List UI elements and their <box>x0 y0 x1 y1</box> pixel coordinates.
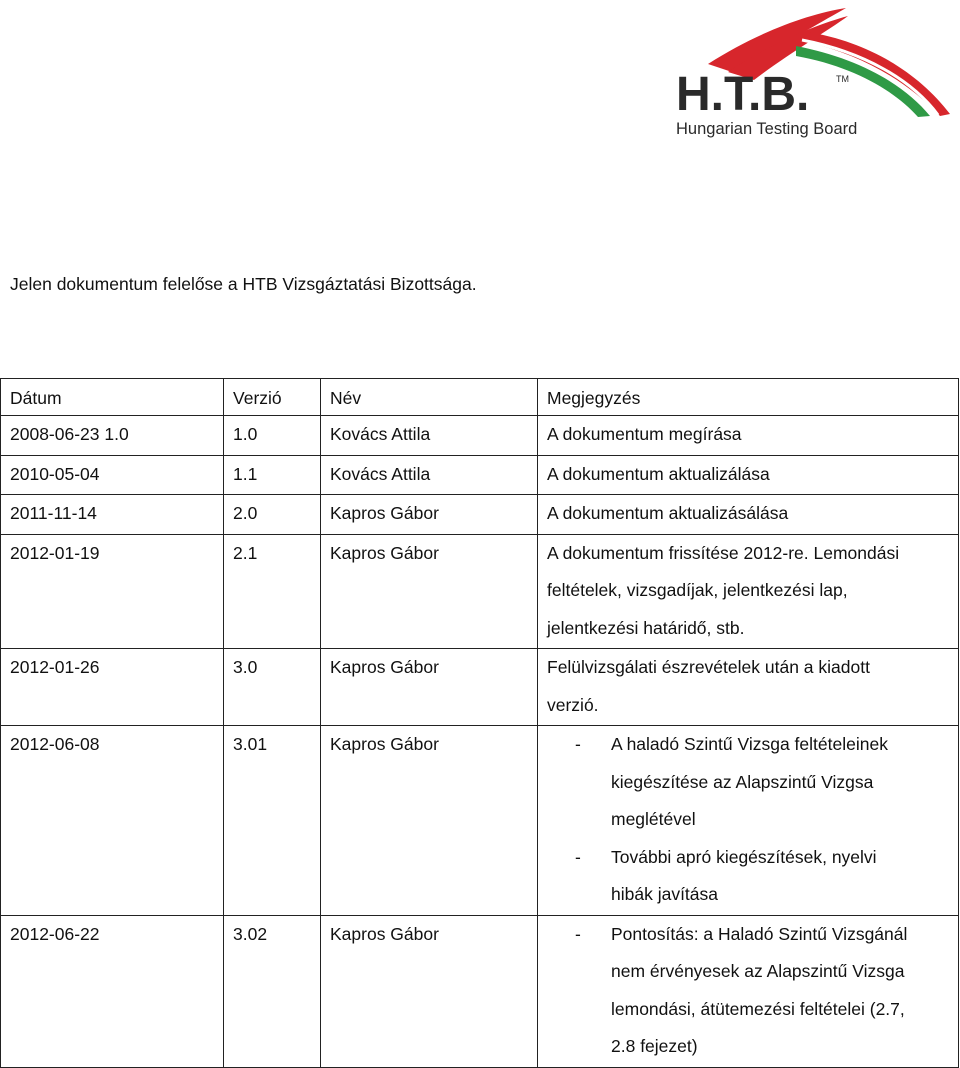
cell-date: 2012-01-26 <box>1 649 224 726</box>
logo-trademark: TM <box>836 74 849 84</box>
cell-version: 1.0 <box>224 416 321 456</box>
cell-name: Kapros Gábor <box>321 534 538 649</box>
note-line: A dokumentum megírása <box>547 424 742 444</box>
note-line: Felülvizsgálati észrevételek után a kiadott <box>547 657 870 677</box>
cell-date: 2011-11-14 <box>1 495 224 535</box>
cell-name: Kovács Attila <box>321 416 538 456</box>
note-bullet <box>547 726 958 839</box>
table-header-row <box>1 379 959 416</box>
note-line: meglétével <box>611 809 696 829</box>
note-line: 2.8 fejezet) <box>611 1036 698 1056</box>
note-line: nem érvényesek az Alapszintű Vizsga <box>611 961 905 981</box>
cell-date: 2010-05-04 <box>1 455 224 495</box>
header-version: Verzió <box>224 379 321 416</box>
cell-version: 2.0 <box>224 495 321 535</box>
cell-date: 2012-01-19 <box>1 534 224 649</box>
logo-mark: H.T.B. <box>676 68 810 121</box>
note-line: További apró kiegészítések, nyelvi <box>611 846 877 867</box>
cell-note <box>538 455 959 495</box>
logo-org-name: Hungarian Testing Board <box>676 120 858 138</box>
header-note: Megjegyzés <box>538 379 959 416</box>
cell-name: Kovács Attila <box>321 455 538 495</box>
table-row <box>1 534 959 649</box>
table-row <box>1 915 959 1067</box>
bullet-text <box>611 726 888 839</box>
header-date: Dátum <box>1 379 224 416</box>
note-bullet <box>547 839 958 914</box>
note-line: hibák javítása <box>611 884 719 904</box>
version-history-table <box>0 378 959 1068</box>
bullet-text <box>611 839 877 914</box>
cell-version: 3.01 <box>224 726 321 916</box>
htb-logo-graphic <box>668 2 952 140</box>
cell-note <box>538 726 959 916</box>
cell-note <box>538 649 959 726</box>
note-line: A dokumentum frissítése 2012-re. Lemondási <box>547 542 900 563</box>
cell-version: 2.1 <box>224 534 321 649</box>
cell-note <box>538 915 959 1067</box>
cell-version: 3.02 <box>224 915 321 1067</box>
header-name: Név <box>321 379 538 416</box>
cell-version: 3.0 <box>224 649 321 726</box>
note-line: A dokumentum aktualizásálása <box>547 503 789 523</box>
table-row <box>1 649 959 726</box>
note-line: jelentkezési határidő, stb. <box>547 617 745 638</box>
table-row <box>1 455 959 495</box>
note-line: feltételek, vizsgadíjak, jelentkezési lap, <box>547 580 848 600</box>
cell-note <box>538 416 959 456</box>
note-line: A dokumentum aktualizálása <box>547 463 770 484</box>
note-line: kiegészítése az Alapszintű Vizgsa <box>611 771 874 792</box>
bullet-dash: - <box>575 846 581 867</box>
note-bullet <box>547 916 958 1066</box>
bullet-dash: - <box>575 734 581 754</box>
note-line: verzió. <box>547 694 599 715</box>
cell-date: 2012-06-22 <box>1 915 224 1067</box>
table-row <box>1 726 959 916</box>
note-line: Pontosítás: a Haladó Szintű Vizsgánál <box>611 923 908 944</box>
cell-date: 2008-06-23 1.0 <box>1 416 224 456</box>
cell-name: Kapros Gábor <box>321 915 538 1067</box>
table-row <box>1 495 959 535</box>
cell-date: 2012-06-08 <box>1 726 224 916</box>
note-line: A haladó Szintű Vizsga feltételeinek <box>611 734 888 754</box>
cell-name: Kapros Gábor <box>321 649 538 726</box>
bullet-text <box>611 916 907 1066</box>
bullet-dash: - <box>575 923 581 944</box>
cell-note <box>538 534 959 649</box>
cell-name: Kapros Gábor <box>321 726 538 916</box>
note-line: lemondási, átütemezési feltételei (2.7, <box>611 998 905 1019</box>
cell-note <box>538 495 959 535</box>
cell-version: 1.1 <box>224 455 321 495</box>
cell-name: Kapros Gábor <box>321 495 538 535</box>
htb-logo <box>668 2 952 140</box>
table-row <box>1 416 959 456</box>
responsibility-statement: Jelen dokumentum felelőse a HTB Vizsgáztatási Bizottsága. <box>10 274 477 294</box>
